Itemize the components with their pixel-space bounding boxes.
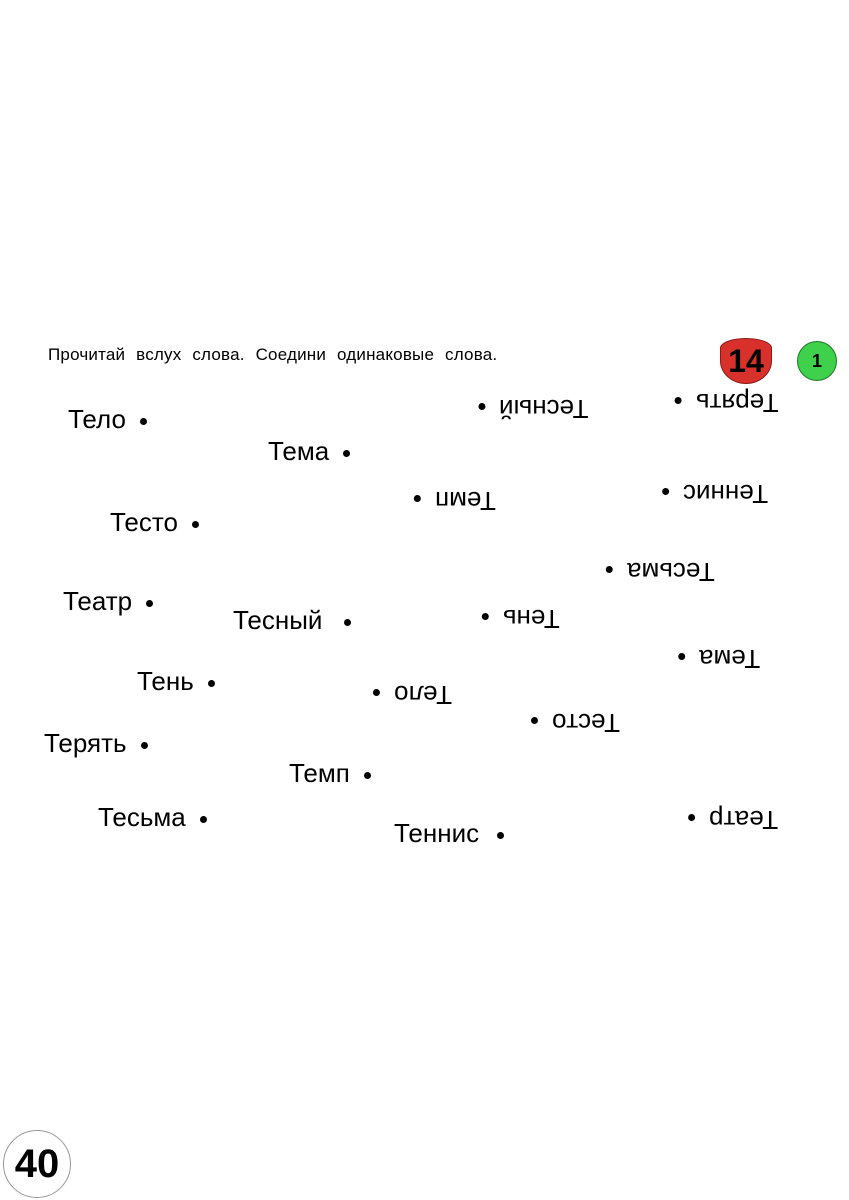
word-left[interactable]: Теннис xyxy=(394,820,504,846)
word-flipped[interactable]: Тема xyxy=(678,646,760,672)
word-flipped[interactable]: Тесный xyxy=(478,396,588,422)
connect-dot[interactable] xyxy=(678,653,685,660)
word-flipped[interactable]: Театр xyxy=(688,807,778,833)
connect-dot[interactable] xyxy=(146,600,153,607)
word-left[interactable]: Темп xyxy=(289,760,371,786)
score-badge: 14 xyxy=(720,338,772,384)
connect-dot[interactable] xyxy=(140,418,147,425)
word-left[interactable]: Тело xyxy=(68,406,147,432)
page-number: 40 xyxy=(3,1130,71,1198)
connect-dot[interactable] xyxy=(482,613,489,620)
connect-dot[interactable] xyxy=(675,397,682,404)
connect-dot[interactable] xyxy=(141,742,148,749)
word-left[interactable]: Театр xyxy=(63,588,153,614)
word-left[interactable]: Терять xyxy=(44,730,148,756)
connect-dot[interactable] xyxy=(497,832,504,839)
connect-dot[interactable] xyxy=(192,521,199,528)
connect-dot[interactable] xyxy=(688,814,695,821)
connect-dot[interactable] xyxy=(606,566,613,573)
connect-dot[interactable] xyxy=(344,619,351,626)
connect-dot[interactable] xyxy=(208,680,215,687)
connect-dot[interactable] xyxy=(478,403,485,410)
level-badge: 1 xyxy=(797,341,837,381)
word-flipped[interactable]: Тесто xyxy=(531,710,620,736)
word-flipped[interactable]: Темп xyxy=(414,488,496,514)
connect-dot[interactable] xyxy=(414,495,421,502)
connect-dot[interactable] xyxy=(531,717,538,724)
connect-dot[interactable] xyxy=(373,689,380,696)
word-flipped[interactable]: Терять xyxy=(675,390,779,416)
instruction-text: Прочитай вслух слова. Соедини одинаковые слова. xyxy=(48,345,498,364)
word-left[interactable]: Тесьма xyxy=(98,804,207,830)
word-left[interactable]: Тема xyxy=(268,438,350,464)
word-flipped[interactable]: Теннис xyxy=(662,481,768,507)
connect-dot[interactable] xyxy=(343,450,350,457)
connect-dot[interactable] xyxy=(200,816,207,823)
connect-dot[interactable] xyxy=(662,488,669,495)
word-left[interactable]: Тесто xyxy=(110,509,199,535)
word-flipped[interactable]: Тесьма xyxy=(606,559,715,585)
word-flipped[interactable]: Тело xyxy=(373,682,452,708)
word-left[interactable]: Тесный xyxy=(233,607,351,633)
word-flipped[interactable]: Тень xyxy=(482,606,560,632)
word-left[interactable]: Тень xyxy=(137,668,215,694)
connect-dot[interactable] xyxy=(364,772,371,779)
